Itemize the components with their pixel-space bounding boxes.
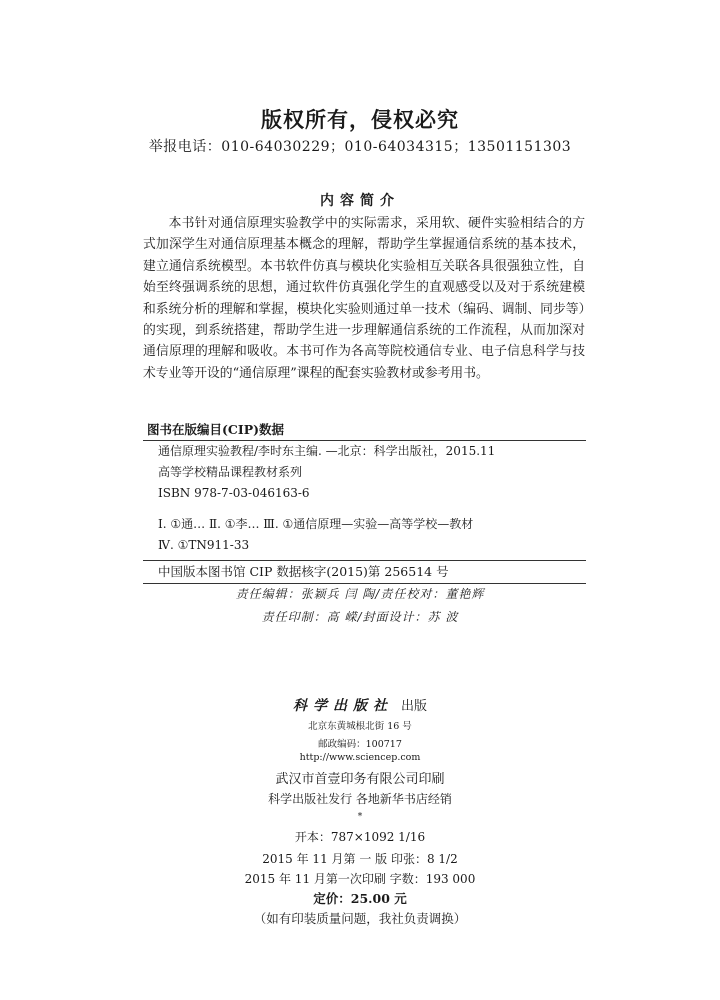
publisher-postcode: 邮政编码：100717 (318, 739, 402, 750)
quality-note: （如有印装质量问题，我社负责调换） (253, 911, 467, 926)
distribution-line: 科学出版社发行 各地新华书店经销 (268, 792, 452, 806)
printing-line: 2015 年 11 月第一次印刷 字数：193 000 (244, 872, 476, 886)
summary-body: 本书针对通信原理实验教学中的实际需求，采用软、硬件实验相结合的方式加深学生对通信原理基本概念的理解，帮助学生掌握通信系统的基本技术，建立通信系统模型。本书软件仿真与模块化实验相互关联各具很强独立性，自始至终强调系统的思想，通过软件仿真强化学生的直观感受以及对于系统建模和系统分析的理解和掌握，模块化实验则通过单一技术（编码、调制、同步等）的实现，到系统搭建，帮助学生进一步理解通信系统的工作流程，从而加深对通信原理的理解和吸收。本书可作为各高等院校通信专业、电子信息科学与技术专业等开设的“通信原理”课程的配套实验教材或参考用书。 (143, 216, 585, 381)
publisher-name: 科学出版社 (292, 698, 393, 714)
copyright-title: 版权所有，侵权必究 (261, 107, 459, 132)
editor-line: 责任编辑：张颖兵 闫 陶/责任校对：董艳辉 (235, 587, 485, 601)
cip-data-block (143, 420, 586, 584)
printer-line: 武汉市首壹印务有限公司印刷 (275, 772, 445, 787)
separator-star: * (357, 812, 363, 822)
cip-approval-line: 中国版本图书馆 CIP 数据核字(2015)第 256514 号 (143, 561, 586, 584)
publisher-website: http://www.sciencep.com (299, 752, 421, 763)
cip-series-line: 高等学校精品课程教材系列 (158, 465, 303, 479)
publisher-address: 北京东黄城根北街 16 号 (308, 721, 412, 732)
publisher-line (0, 695, 720, 715)
cip-classification-line: Ⅰ. ①通… Ⅱ. ①李… Ⅲ. ①通信原理—实验—高等学校—教材 (158, 517, 474, 531)
summary-heading: 内容简介 (320, 193, 400, 209)
report-phone-line: 举报电话：010-64030229；010-64034315；13501151303 (148, 139, 572, 155)
edition-line: 2015 年 11 月第 一 版 印张：8 1/2 (262, 852, 458, 866)
format-line: 开本：787×1092 1/16 (294, 830, 426, 844)
printing-design-line: 责任印制：高 嵘/封面设计：苏 波 (261, 610, 459, 624)
price-line: 定价：25.00 元 (313, 891, 407, 906)
cip-title-line: 通信原理实验教程/李时东主编. —北京：科学出版社，2015.11 (158, 444, 496, 458)
cip-class-number-line: Ⅳ. ①TN911-33 (158, 538, 250, 552)
publisher-suffix: 出版 (400, 699, 427, 714)
cip-isbn-line: ISBN 978-7-03-046163-6 (158, 486, 310, 500)
cip-heading: 图书在版编目(CIP)数据 (143, 420, 586, 441)
